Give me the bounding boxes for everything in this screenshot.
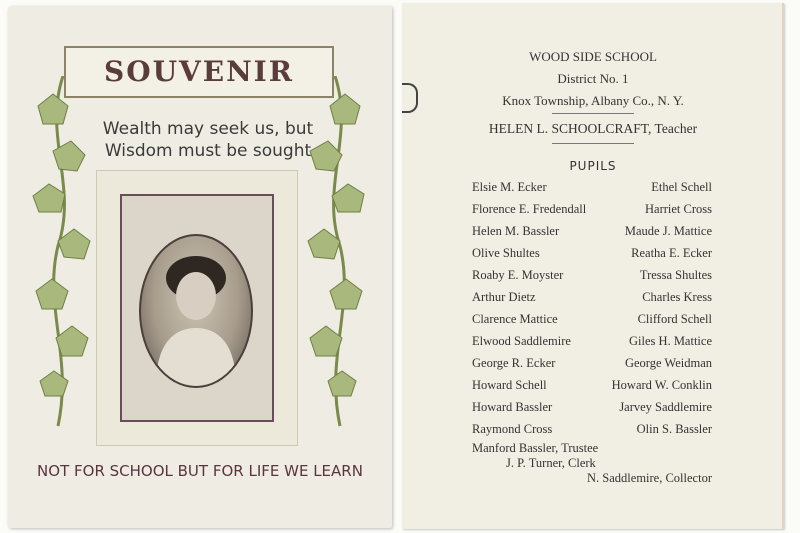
teacher: HELEN L. SCHOOLCRAFT, Teacher: [488, 121, 698, 136]
school-name: WOOD SIDE SCHOOL: [529, 49, 657, 64]
trustee: Manford Bassler, Trustee: [472, 441, 599, 455]
souvenir-cover-page: [8, 6, 392, 528]
teacher-portrait: [139, 234, 253, 388]
pupil-name: Arthur Dietz: [472, 290, 536, 304]
pupil-name: Florence E. Fredendall: [472, 202, 587, 216]
school-roster-page: [402, 3, 784, 529]
pupil-name: Charles Kress: [642, 290, 712, 304]
divider: [552, 113, 634, 114]
portrait-figure-icon: [141, 236, 251, 386]
motto-line-1: Wealth may seek us, but: [102, 119, 314, 139]
pupil-name: Roaby E. Moyster: [472, 268, 564, 282]
cover-footer: NOT FOR SCHOOL BUT FOR LIFE WE LEARN: [37, 462, 363, 480]
pupil-name: Olin S. Bassler: [636, 422, 712, 436]
pupil-name: Elsie M. Ecker: [472, 180, 547, 194]
pupil-name: Howard Bassler: [472, 400, 553, 414]
district: District No. 1: [557, 71, 629, 86]
pupil-name: Howard Schell: [472, 378, 547, 392]
pupils-heading: PUPILS: [569, 159, 617, 173]
divider: [552, 143, 634, 144]
pupil-name: George R. Ecker: [472, 356, 556, 370]
pupil-name: Reatha E. Ecker: [631, 246, 712, 260]
pupil-name: Harriet Cross: [645, 202, 712, 216]
pupil-name: Maude J. Mattice: [624, 224, 712, 238]
pupil-name: Giles H. Mattice: [629, 334, 712, 348]
township: Knox Township, Albany Co., N. Y.: [502, 93, 684, 108]
pupil-name: George Weidman: [624, 356, 712, 370]
pupil-name: Clarence Mattice: [472, 312, 558, 326]
pupil-name: Elwood Saddlemire: [472, 334, 571, 348]
pupil-name: Howard W. Conklin: [611, 378, 712, 392]
motto: [68, 118, 348, 162]
souvenir-title: SOUVENIR: [103, 55, 295, 88]
motto-line-2: Wisdom must be sought: [104, 141, 312, 161]
pupil-name: Helen M. Bassler: [472, 224, 560, 238]
pupil-name: Tressa Shultes: [639, 268, 712, 282]
collector: N. Saddlemire, Collector: [587, 471, 712, 485]
pupil-name: Jarvey Saddlemire: [619, 400, 712, 414]
pupil-name: Raymond Cross: [472, 422, 553, 436]
title-banner: [64, 46, 334, 98]
pupil-name: Ethel Schell: [651, 180, 712, 194]
clerk: J. P. Turner, Clerk: [506, 456, 596, 470]
pupil-name: Olive Shultes: [472, 246, 540, 260]
pupil-name: Clifford Schell: [637, 312, 712, 326]
